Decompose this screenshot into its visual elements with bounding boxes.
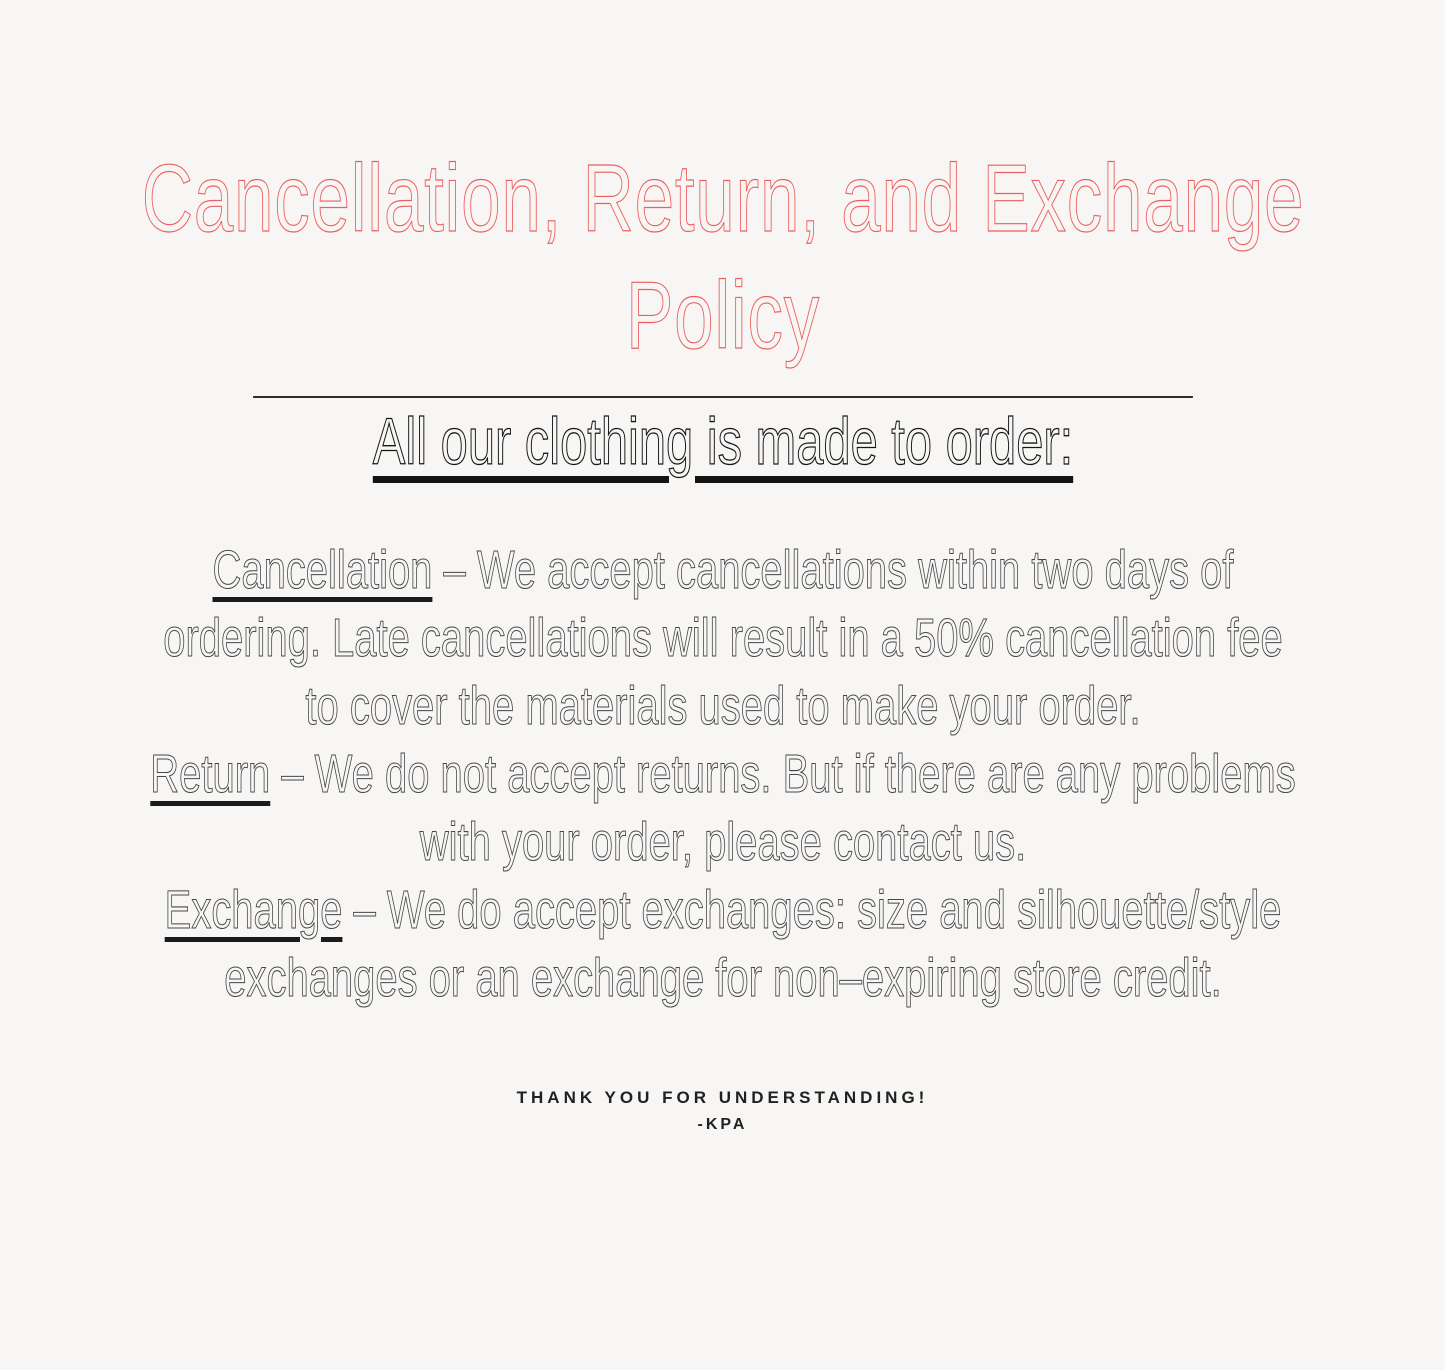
page-title bbox=[0, 0, 1445, 374]
footer-signature: -KPA bbox=[697, 1115, 748, 1133]
exchange-line-1-text: – We do accept exchanges: size and silhouette/style bbox=[342, 880, 1282, 941]
made-to-order-subtitle: All our clothing is made to order: bbox=[372, 404, 1074, 479]
exchange-line-1 bbox=[0, 876, 1445, 944]
exchange-line-2: exchanges or an exchange for non–expiring store credit. bbox=[224, 948, 1222, 1009]
exchange-term: Exchange bbox=[164, 880, 343, 941]
cancellation-section bbox=[0, 536, 1445, 740]
return-line-2: with your order, please contact us. bbox=[419, 812, 1027, 873]
policy-sections bbox=[0, 536, 1445, 1012]
return-line-1 bbox=[0, 740, 1445, 808]
divider-rule bbox=[253, 396, 1193, 398]
return-term: Return bbox=[150, 744, 271, 805]
cancellation-line-1 bbox=[0, 536, 1445, 604]
footer-thanks-text: THANK YOU FOR UNDERSTANDING! bbox=[516, 1088, 929, 1108]
footer bbox=[0, 1084, 1445, 1137]
cancellation-line-1-text: – We accept cancellations within two days of bbox=[432, 540, 1234, 601]
exchange-section bbox=[0, 876, 1445, 1012]
cancellation-line-2: ordering. Late cancellations will result in a 50% cancellation fee bbox=[163, 608, 1283, 669]
return-line-1-text: – We do not accept returns. But if there are any problems bbox=[270, 744, 1296, 805]
cancellation-line-3: to cover the materials used to make your order. bbox=[305, 676, 1141, 737]
page-title-line-2: Policy bbox=[626, 262, 820, 370]
cancellation-term: Cancellation bbox=[212, 540, 433, 601]
page-title-line-1: Cancellation, Return, and Exchange bbox=[141, 145, 1305, 252]
return-section bbox=[0, 740, 1445, 876]
